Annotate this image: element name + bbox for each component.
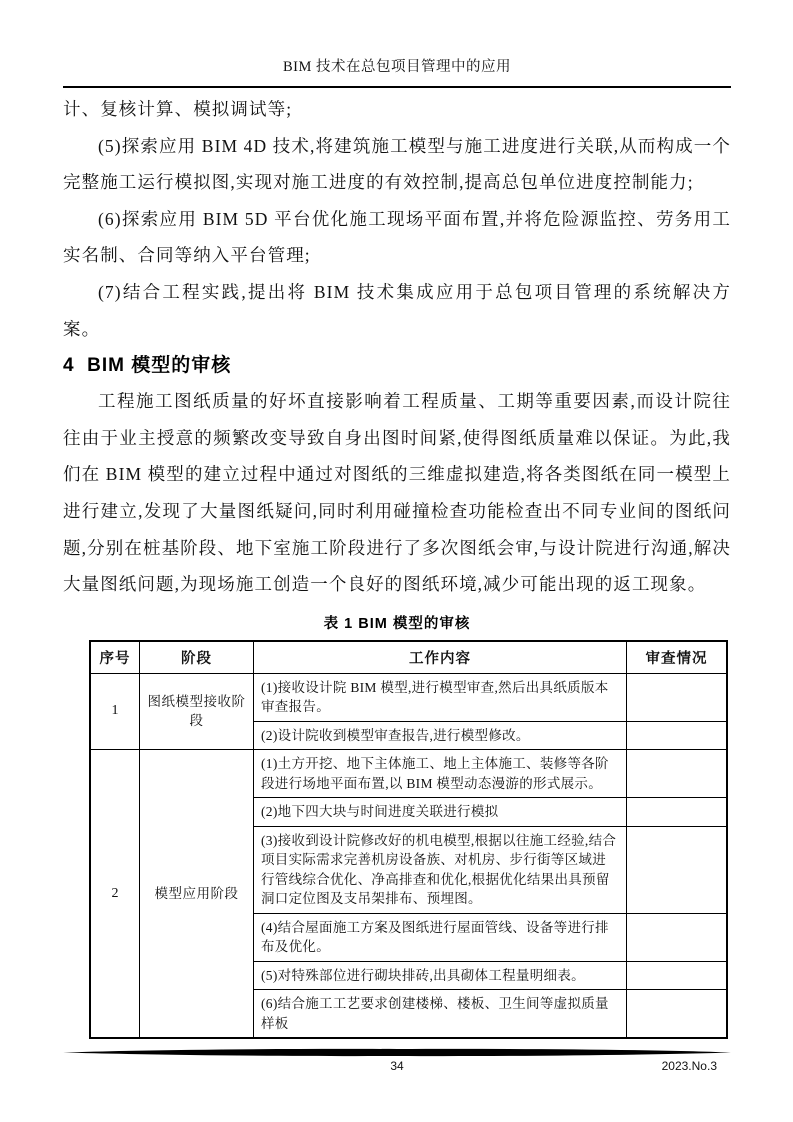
paragraph-continuation: 计、复核计算、模拟调试等; xyxy=(63,99,293,119)
paragraph-item-5: (5)探索应用 BIM 4D 技术,将建筑施工模型与施工进度进行关联,从而构成一个完整施工运行模拟图,实现对施工进度的有效控制,提高总包单位进度控制能力; xyxy=(63,135,731,193)
page-number: 34 xyxy=(390,1059,404,1073)
cell-stage: 图纸模型接收阶段 xyxy=(140,673,254,750)
cell-stage: 模型应用阶段 xyxy=(140,750,254,1039)
cell-work-content: (2)设计院收到模型审查报告,进行模型修改。 xyxy=(254,721,627,750)
cell-review-status-empty xyxy=(627,913,728,961)
cell-review-status-empty xyxy=(627,798,728,827)
cell-sequence-number: 2 xyxy=(90,750,140,1039)
paragraph-item-7: (7)结合工程实践,提出将 BIM 技术集成应用于总包项目管理的系统解决方案。 xyxy=(63,281,731,339)
section-heading: 4 BIM 模型的审核 xyxy=(63,355,232,377)
cell-review-status-empty xyxy=(627,826,728,913)
page-body xyxy=(63,91,731,1039)
page-footer xyxy=(63,1048,731,1075)
table-caption: 表 1 BIM 模型的审核 xyxy=(323,615,471,632)
column-header-seq: 序号 xyxy=(90,641,140,674)
cell-work-content: (6)结合施工工艺要求创建楼梯、楼板、卫生间等虚拟质量样板 xyxy=(254,990,627,1039)
cell-review-status-empty xyxy=(627,750,728,798)
cell-sequence-number: 1 xyxy=(90,673,140,750)
table-header xyxy=(90,641,727,674)
footer-row xyxy=(63,1057,731,1075)
cell-review-status-empty xyxy=(627,990,728,1039)
cell-review-status-empty xyxy=(627,721,728,750)
running-head-title: BIM 技术在总包项目管理中的应用 xyxy=(282,59,512,75)
table-row xyxy=(90,750,727,798)
table-body xyxy=(90,673,727,1038)
column-header-stage: 阶段 xyxy=(140,641,254,674)
cell-work-content: (5)对特殊部位进行砌块排砖,出具砌体工程量明细表。 xyxy=(254,961,627,990)
cell-review-status-empty xyxy=(627,673,728,721)
cell-work-content: (2)地下四大块与时间进度关联进行模拟 xyxy=(254,798,627,827)
paragraph-item-6: (6)探索应用 BIM 5D 平台优化施工现场平面布置,并将危险源监控、劳务用工实名制、合同等纳入平台管理; xyxy=(63,208,731,266)
cell-work-content: (1)土方开挖、地下主体施工、地上主体施工、装修等各阶段进行场地平面布置,以 BIM 模型动态漫游的形式展示。 xyxy=(254,750,627,798)
footer-rule xyxy=(63,1048,731,1057)
column-header-status: 审查情况 xyxy=(627,641,728,674)
header-rule xyxy=(63,86,731,88)
column-header-work: 工作内容 xyxy=(254,641,627,674)
bim-review-table xyxy=(89,640,728,1040)
table-row xyxy=(90,673,727,721)
cell-review-status-empty xyxy=(627,961,728,990)
section-paragraph: 工程施工图纸质量的好坏直接影响着工程质量、工期等重要因素,而设计院往往由于业主授意的频繁改变导致自身出图时间紧,使得图纸质量难以保证。为此,我们在 BIM 模型的建立过程中通过对图纸的三维虚拟建造,将各类图纸在同一模型上进行建立,发现了大量图纸疑问,同时利用碰撞检查功能检查出不同专业间的图纸问题,分别在桩基阶段、地下室施工阶段进行了多次图纸会审,与设计院进行沟通,解决大量图纸问题,为现场施工创造一个良好的图纸环境,减少可能出现的返工现象。 xyxy=(63,391,731,595)
cell-work-content: (4)结合屋面施工方案及图纸进行屋面管线、设备等进行排布及优化。 xyxy=(254,913,627,961)
cell-work-content: (3)接收到设计院修改好的机电模型,根据以往施工经验,结合项目实际需求完善机房设备族、对机房、步行街等区域进行管线综合优化、净高排查和优化,根据优化结果出具预留洞口定位图及支吊架排布、预埋图。 xyxy=(254,826,627,913)
table-header-row xyxy=(90,641,727,674)
issue-label: 2023.No.3 xyxy=(661,1059,717,1073)
cell-work-content: (1)接收设计院 BIM 模型,进行模型审查,然后出具纸质版本审查报告。 xyxy=(254,673,627,721)
